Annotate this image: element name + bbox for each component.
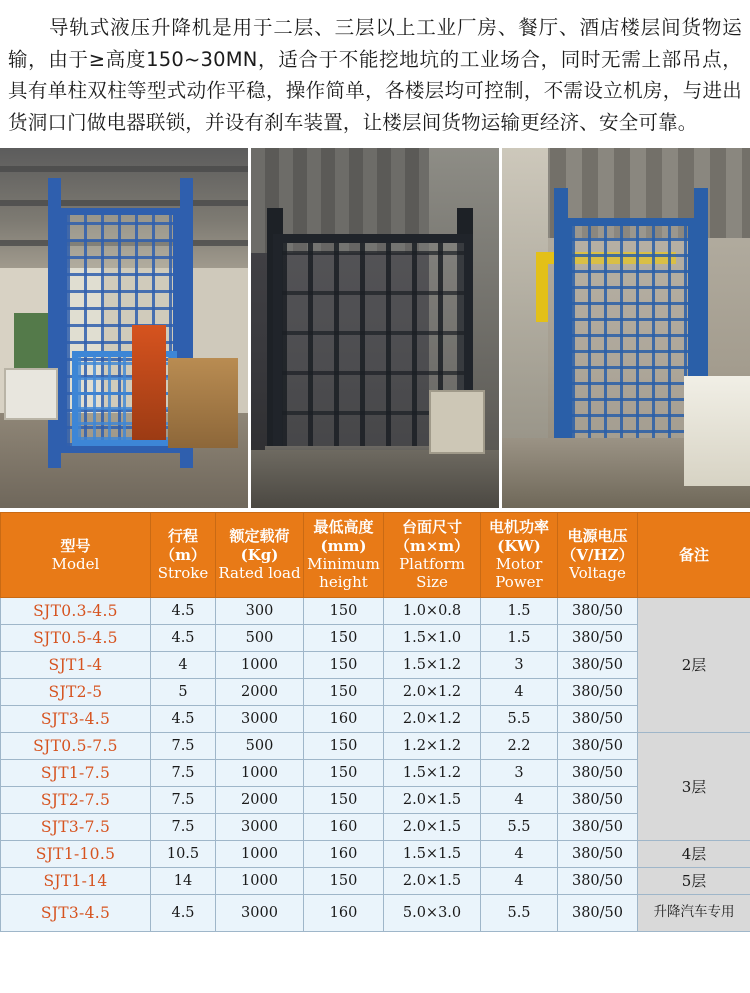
cell-model: SJT2-5 <box>1 678 151 705</box>
header-cn: 电源电压 <box>567 527 628 546</box>
wooden-pallet <box>168 358 238 448</box>
roof-beam <box>0 166 248 172</box>
cell-voltage: 380/50 <box>558 624 638 651</box>
cell-minimum-height: 150 <box>304 759 384 786</box>
wrapped-goods <box>684 376 750 486</box>
cell-rated-load: 1000 <box>216 867 304 894</box>
cell-minimum-height: 150 <box>304 786 384 813</box>
photo-dark-steel-cargo-lift-interior <box>251 148 499 508</box>
cell-minimum-height: 150 <box>304 678 384 705</box>
cell-stroke: 4.5 <box>151 597 216 624</box>
cell-minimum-height: 150 <box>304 597 384 624</box>
table-header-row <box>1 513 750 597</box>
cell-rated-load: 3000 <box>216 894 304 931</box>
cell-motor-power: 4 <box>481 840 558 867</box>
header-unit: （m×m） <box>394 536 470 555</box>
header-cn: 型号 <box>60 536 91 555</box>
cell-rated-load: 2000 <box>216 786 304 813</box>
cell-voltage: 380/50 <box>558 651 638 678</box>
cell-voltage: 380/50 <box>558 786 638 813</box>
product-description: 导轨式液压升降机是用于二层、三层以上工业厂房、餐厅、酒店楼层间货物运输，由于≥高度150~30MN，适合于不能挖地坑的工业场合，同时无需上部吊点，具有单柱双柱等型式动作平稳，操作简单，各楼层均可控制，不需设立机房，与进出货洞口门做电器联锁，并设有刹车装置，让楼层间货物运输更经济、安全可靠。 <box>8 16 742 134</box>
yellow-handrail-post <box>536 252 548 322</box>
column-header-motor-power <box>481 513 558 597</box>
cell-remark: 4层 <box>638 840 750 867</box>
lift-cage <box>564 218 696 473</box>
cell-platform-size: 2.0×1.2 <box>384 678 481 705</box>
cell-voltage: 380/50 <box>558 732 638 759</box>
cell-remark: 5层 <box>638 867 750 894</box>
cell-motor-power: 3 <box>481 651 558 678</box>
cell-model: SJT2-7.5 <box>1 786 151 813</box>
cell-stroke: 4.5 <box>151 705 216 732</box>
header-unit: （m） <box>160 545 206 564</box>
cell-stroke: 7.5 <box>151 759 216 786</box>
cell-model: SJT3-7.5 <box>1 813 151 840</box>
cell-minimum-height: 160 <box>304 894 384 931</box>
cell-stroke: 7.5 <box>151 732 216 759</box>
column-header-remark <box>638 513 750 597</box>
cell-motor-power: 5.5 <box>481 813 558 840</box>
cell-platform-size: 1.5×1.0 <box>384 624 481 651</box>
photo-blue-lift-with-yellow-handrail <box>502 148 750 508</box>
cell-stroke: 4.5 <box>151 894 216 931</box>
header-en: Rated load <box>218 564 301 583</box>
cell-platform-size: 2.0×1.2 <box>384 705 481 732</box>
cell-model: SJT0.5-4.5 <box>1 624 151 651</box>
cell-rated-load: 2000 <box>216 678 304 705</box>
table-row <box>1 597 750 624</box>
header-en: Stroke <box>157 564 209 583</box>
cell-voltage: 380/50 <box>558 867 638 894</box>
specification-table <box>0 512 750 931</box>
cell-minimum-height: 160 <box>304 840 384 867</box>
cell-remark: 2层 <box>638 597 750 732</box>
header-cn: 电机功率 <box>488 518 549 537</box>
cell-voltage: 380/50 <box>558 759 638 786</box>
cell-platform-size: 1.5×1.5 <box>384 840 481 867</box>
cell-platform-size: 1.2×1.2 <box>384 732 481 759</box>
cell-minimum-height: 160 <box>304 813 384 840</box>
cell-motor-power: 4 <box>481 867 558 894</box>
cell-platform-size: 5.0×3.0 <box>384 894 481 931</box>
header-unit: (mm) <box>320 536 367 555</box>
cell-platform-size: 2.0×1.5 <box>384 813 481 840</box>
cell-motor-power: 3 <box>481 759 558 786</box>
storage-crate <box>429 390 485 454</box>
cell-model: SJT1-7.5 <box>1 759 151 786</box>
cell-stroke: 7.5 <box>151 786 216 813</box>
header-unit: (KW) <box>497 536 541 555</box>
cell-stroke: 5 <box>151 678 216 705</box>
table-row <box>1 894 750 931</box>
table-row <box>1 867 750 894</box>
cell-motor-power: 5.5 <box>481 705 558 732</box>
cell-stroke: 4 <box>151 651 216 678</box>
column-header-rated-load <box>216 513 304 597</box>
cell-voltage: 380/50 <box>558 840 638 867</box>
cell-rated-load: 1000 <box>216 651 304 678</box>
cell-platform-size: 2.0×1.5 <box>384 867 481 894</box>
cell-voltage: 380/50 <box>558 678 638 705</box>
column-header-voltage <box>558 513 638 597</box>
cell-voltage: 380/50 <box>558 597 638 624</box>
cell-motor-power: 1.5 <box>481 624 558 651</box>
table-row <box>1 732 750 759</box>
header-en: Model <box>51 554 100 573</box>
header-cn: 行程 <box>167 527 198 546</box>
cell-minimum-height: 160 <box>304 705 384 732</box>
cell-voltage: 380/50 <box>558 894 638 931</box>
cell-rated-load: 3000 <box>216 705 304 732</box>
cell-motor-power: 4 <box>481 678 558 705</box>
cell-model: SJT1-10.5 <box>1 840 151 867</box>
column-header-platform-size <box>384 513 481 597</box>
cell-rated-load: 300 <box>216 597 304 624</box>
cell-minimum-height: 150 <box>304 651 384 678</box>
cell-voltage: 380/50 <box>558 705 638 732</box>
column-header-model <box>1 513 151 597</box>
cell-motor-power: 1.5 <box>481 597 558 624</box>
cell-remark: 3层 <box>638 732 750 840</box>
column-header-minimum-height <box>304 513 384 597</box>
header-cn: 台面尺寸 <box>401 518 462 537</box>
cell-stroke: 4.5 <box>151 624 216 651</box>
cell-model: SJT1-14 <box>1 867 151 894</box>
header-en: Platform Size <box>399 554 465 592</box>
cell-motor-power: 2.2 <box>481 732 558 759</box>
cell-rated-load: 1000 <box>216 759 304 786</box>
header-en: Minimum height <box>307 554 380 592</box>
header-cn: 最低高度 <box>313 518 374 537</box>
cell-minimum-height: 150 <box>304 732 384 759</box>
cell-platform-size: 2.0×1.5 <box>384 786 481 813</box>
cell-rated-load: 3000 <box>216 813 304 840</box>
cell-stroke: 7.5 <box>151 813 216 840</box>
cell-motor-power: 4 <box>481 786 558 813</box>
cell-voltage: 380/50 <box>558 813 638 840</box>
cell-rated-load: 1000 <box>216 840 304 867</box>
cell-model: SJT3-4.5 <box>1 894 151 931</box>
storage-box <box>4 368 58 420</box>
product-photo-strip <box>0 148 750 508</box>
cell-model: SJT0.5-7.5 <box>1 732 151 759</box>
roof-beam <box>0 200 248 206</box>
cell-platform-size: 1.5×1.2 <box>384 651 481 678</box>
cell-rated-load: 500 <box>216 732 304 759</box>
header-unit: (Kg) <box>240 545 279 564</box>
cell-minimum-height: 150 <box>304 624 384 651</box>
header-cn: 备注 <box>678 545 709 564</box>
table-row <box>1 840 750 867</box>
cell-rated-load: 500 <box>216 624 304 651</box>
floor <box>251 450 499 508</box>
cell-model: SJT0.3-4.5 <box>1 597 151 624</box>
column-header-stroke <box>151 513 216 597</box>
cell-stroke: 14 <box>151 867 216 894</box>
cell-platform-size: 1.5×1.2 <box>384 759 481 786</box>
cell-stroke: 10.5 <box>151 840 216 867</box>
cell-remark: 升降汽车专用 <box>638 894 750 931</box>
header-unit: （V/HZ） <box>561 545 634 564</box>
cell-minimum-height: 150 <box>304 867 384 894</box>
forklift <box>132 325 166 440</box>
cell-platform-size: 1.0×0.8 <box>384 597 481 624</box>
cell-model: SJT3-4.5 <box>1 705 151 732</box>
header-en: Motor Power <box>495 554 543 592</box>
header-en: Voltage <box>569 564 626 583</box>
header-cn: 额定载荷 <box>229 527 290 546</box>
green-panel <box>14 313 48 373</box>
photo-blue-guide-rail-lift-warehouse <box>0 148 248 508</box>
cell-motor-power: 5.5 <box>481 894 558 931</box>
cell-model: SJT1-4 <box>1 651 151 678</box>
